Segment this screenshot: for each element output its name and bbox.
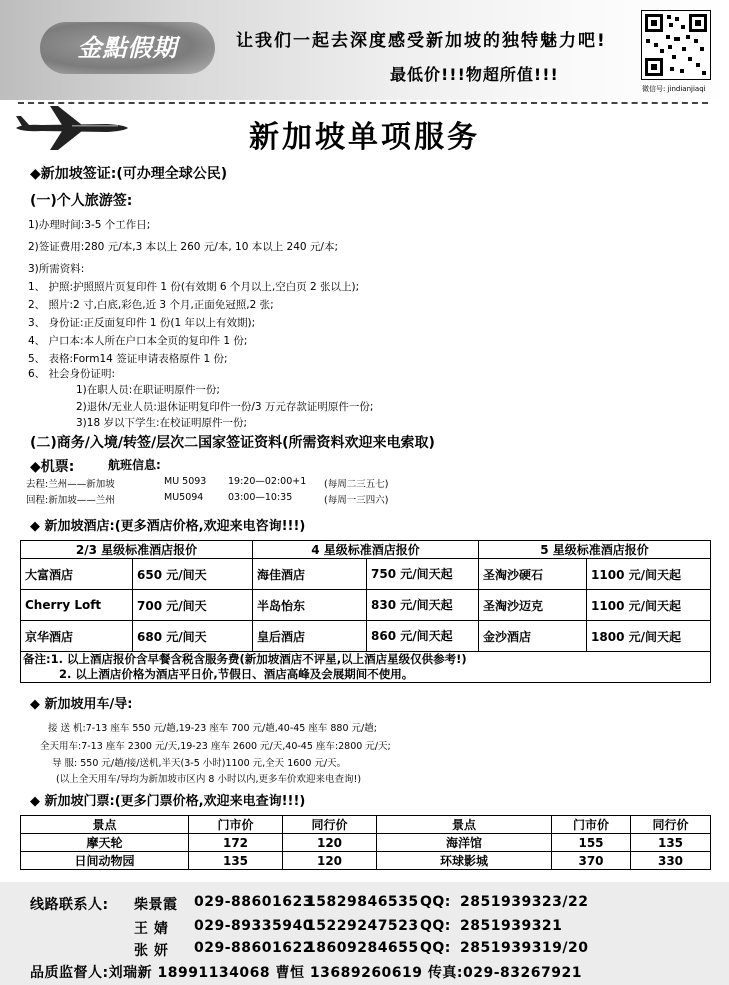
visa-heading: ◆新加坡签证:(可办理全球公民)	[30, 166, 228, 182]
tickets-heading: ◆ 新加坡门票:(更多门票价格,欢迎来电查询!!!)	[30, 794, 306, 809]
contact-qq-label: QQ:	[420, 894, 451, 910]
contacts-label: 线路联系人:	[30, 897, 109, 913]
table-row	[21, 852, 711, 870]
contact-qq: 2851939319/20	[460, 940, 589, 956]
table-row	[21, 590, 711, 621]
hotel-price: 1100 元/间天起	[587, 590, 711, 621]
hotel-name: 京华酒店	[21, 621, 133, 652]
contact-phone: 029-88601623	[194, 894, 313, 910]
agent-price: 135	[631, 834, 711, 852]
hotel-name: Cherry Loft	[21, 590, 133, 621]
car-line: 全天用车:7-13 座车 2300 元/天,19-23 座车 2600 元/天,40-45 座车:2800 元/天;	[40, 741, 391, 752]
flight-route: 去程:兰州——新加坡	[26, 479, 115, 490]
hotel-name: 大富酒店	[21, 559, 133, 590]
attraction: 摩天轮	[21, 834, 189, 852]
gate-price: 370	[552, 852, 631, 870]
hotel-price: 680 元/间天	[133, 621, 253, 652]
car-heading: ◆ 新加坡用车/导:	[30, 697, 133, 712]
wechat-id: 微信号: jindianjiaqi	[642, 85, 706, 93]
contact-qq: 2851939321	[460, 918, 563, 934]
visa-line: 6、 社会身份证明:	[28, 368, 116, 380]
agent-price: 330	[631, 852, 711, 870]
ticket-col-header: 门市价	[552, 816, 631, 834]
slogan: 让我们一起去深度感受新加坡的独特魅力吧!	[236, 31, 607, 51]
hotel-table-wrap	[20, 540, 710, 683]
hotel-price: 1800 元/间天起	[587, 621, 711, 652]
quality-supervisor: 品质监督人:刘瑞新 18991134068 曹恒 13689260619 传真:029-83267921	[30, 965, 582, 981]
hotel-name: 圣淘沙硬石	[479, 559, 587, 590]
hotel-name: 圣淘沙迈克	[479, 590, 587, 621]
contact-mobile: 15829846535	[306, 894, 419, 910]
agent-price: 120	[283, 852, 377, 870]
flight-time: 19:20—02:00+1	[228, 476, 307, 487]
hotel-note: 备注:1. 以上酒店报价含早餐含税含服务费(新加坡酒店不评星,以上酒店星级仅供参考!)	[23, 652, 467, 666]
visa-line: 4、 户口本:本人所在户口本全页的复印件 1 份;	[28, 335, 248, 347]
hotel-note: 2. 以上酒店价格为酒店平日价,节假日、酒店高峰及会展期间不使用。	[59, 667, 414, 681]
contact-phone: 029-89335940	[194, 918, 313, 934]
contact-name: 张 妍	[134, 943, 169, 959]
personal-visa-heading: (一)个人旅游签:	[30, 193, 133, 209]
hotel-price: 830 元/间天起	[367, 590, 479, 621]
car-line: 接 送 机:7-13 座车 550 元/趟,19-23 座车 700 元/趟,40-45 座车 880 元/趟;	[48, 723, 377, 734]
ticket-col-header: 同行价	[631, 816, 711, 834]
attraction: 环球影城	[377, 852, 552, 870]
car-line: (以上全天用车/导均为新加坡市区内 8 小时以内,更多车价欢迎来电查询!)	[56, 774, 362, 785]
visa-line: 5、 表格:Form14 签证申请表格原件 1 份;	[28, 353, 228, 365]
hotel-price: 750 元/间天起	[367, 559, 479, 590]
flight-number: MU 5093	[164, 476, 207, 487]
hotel-col-header: 5 星级标准酒店报价	[479, 541, 711, 559]
hotel-col-header: 4 星级标准酒店报价	[253, 541, 479, 559]
table-row	[21, 559, 711, 590]
attraction: 日间动物园	[21, 852, 189, 870]
table-row	[21, 621, 711, 652]
hotel-price: 700 元/间天	[133, 590, 253, 621]
business-visa-heading: (二)商务/入境/转签/层次二国家签证资料(所需资料欢迎来电索取)	[30, 435, 435, 451]
contact-qq-label: QQ:	[420, 940, 451, 956]
car-line: 导 服: 550 元/趟/接/送机,半天(3-5 小时)1100 元,全天 1600 元/天。	[52, 758, 347, 769]
qr-code-icon	[641, 10, 711, 80]
gate-price: 135	[189, 852, 283, 870]
flight-number: MU5094	[164, 492, 204, 503]
hotel-price: 1100 元/间天起	[587, 559, 711, 590]
hotel-name: 皇后酒店	[253, 621, 367, 652]
hotel-notes	[21, 652, 711, 683]
hotel-name: 金沙酒店	[479, 621, 587, 652]
hotel-price-table	[20, 540, 711, 683]
hotels-heading: ◆ 新加坡酒店:(更多酒店价格,欢迎来电咨询!!!)	[30, 519, 306, 534]
hotel-name: 海佳酒店	[253, 559, 367, 590]
contact-mobile: 18609284655	[306, 940, 419, 956]
company-logo: 金點假期	[40, 22, 215, 74]
page-title: 新加坡单项服务	[249, 120, 480, 155]
ticket-col-header: 门市价	[189, 816, 283, 834]
visa-line: 2、 照片:2 寸,白底,彩色,近 3 个月,正面免冠照,2 张;	[28, 299, 274, 311]
hotel-price: 650 元/间天	[133, 559, 253, 590]
visa-line: 1)办理时间:3-5 个工作日;	[28, 219, 151, 231]
ticket-table-wrap	[20, 815, 710, 870]
hotel-col-header: 2/3 星级标准酒店报价	[21, 541, 253, 559]
flight-days: (每周二三五七)	[324, 479, 389, 490]
attraction: 海洋馆	[377, 834, 552, 852]
visa-line: 3)所需资料:	[28, 263, 85, 275]
contact-name: 王 婧	[134, 921, 169, 937]
gate-price: 172	[189, 834, 283, 852]
table-row	[21, 834, 711, 852]
visa-line: 1)在职人员:在职证明原件一份;	[76, 384, 220, 396]
flights-heading: ◆机票:	[30, 459, 75, 475]
contact-name: 柴景霞	[134, 897, 178, 913]
ticket-col-header: 同行价	[283, 816, 377, 834]
visa-line: 3)18 岁以下学生:在校证明原件一份;	[76, 417, 248, 429]
visa-line: 1、 护照:护照照片页复印件 1 份(有效期 6 个月以上,空白页 2 张以上);	[28, 281, 360, 293]
price-slogan: 最低价!!!物超所值!!!	[390, 65, 559, 84]
flights-subheading: 航班信息:	[108, 458, 161, 472]
agent-price: 120	[283, 834, 377, 852]
visa-line: 2)签证费用:280 元/本,3 本以上 260 元/本, 10 本以上 240 元/本;	[28, 241, 339, 253]
gate-price: 155	[552, 834, 631, 852]
ticket-col-header: 景点	[21, 816, 189, 834]
hotel-name: 半岛怡东	[253, 590, 367, 621]
contact-mobile: 15229247523	[306, 918, 419, 934]
contact-qq-label: QQ:	[420, 918, 451, 934]
ticket-col-header: 景点	[377, 816, 552, 834]
visa-line: 3、 身份证:正反面复印件 1 份(1 年以上有效期);	[28, 317, 256, 329]
ticket-price-table	[20, 815, 711, 870]
flight-time: 03:00—10:35	[228, 492, 293, 503]
hotel-price: 860 元/间天起	[367, 621, 479, 652]
contact-phone: 029-88601622	[194, 940, 313, 956]
flight-days: (每周一三四六)	[324, 495, 389, 506]
visa-line: 2)退休/无业人员:退休证明复印件一份/3 万元存款证明原件一份;	[76, 401, 374, 413]
contact-qq: 2851939323/22	[460, 894, 589, 910]
flight-route: 回程:新加坡——兰州	[26, 495, 115, 506]
